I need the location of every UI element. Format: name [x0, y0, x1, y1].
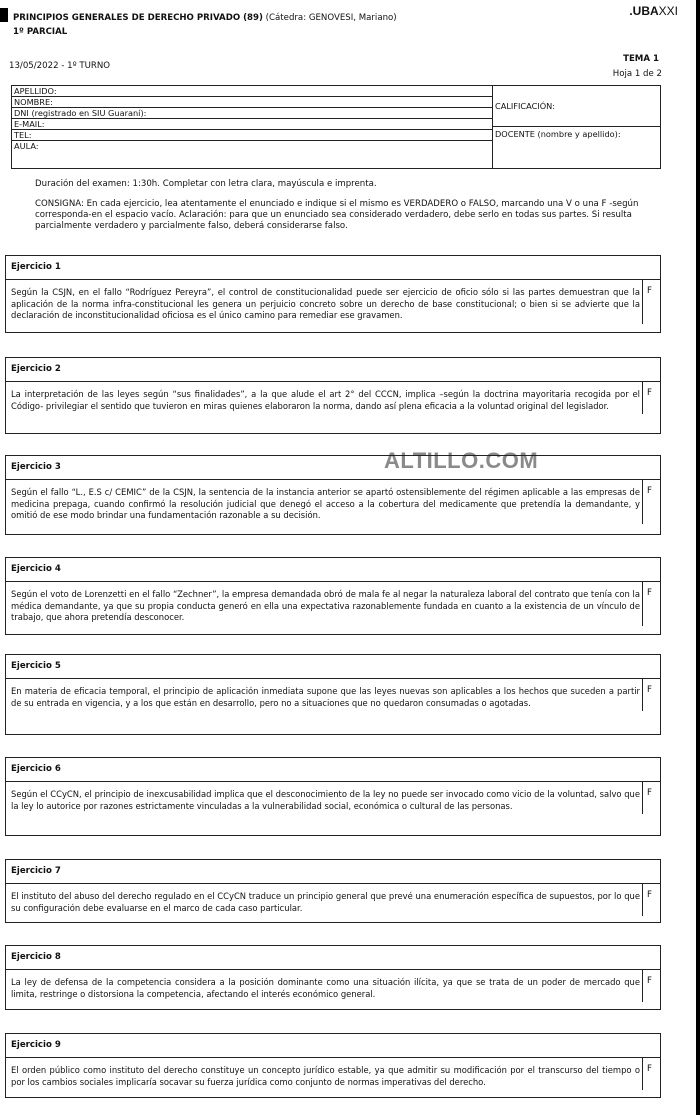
- field-tel[interactable]: TEL:: [12, 130, 492, 141]
- field-docente[interactable]: DOCENTE (nombre y apellido):: [495, 129, 621, 139]
- header-marker: [0, 8, 8, 22]
- exercise-body: [6, 582, 660, 626]
- exercise-statement: El orden público como instituto del derecho constituye un concepto jurídico estable, ya que admitir su modificación por el transcurso del tiempo o por los cambios sociales implicaría socavar su fuerza jurídica como conjunto de normas imperativas del derecho.: [6, 1058, 643, 1090]
- exercise-8: [5, 945, 661, 1010]
- answer-cell[interactable]: F: [647, 588, 652, 598]
- exercise-body: [6, 280, 660, 324]
- exercise-9: [5, 1033, 661, 1098]
- exercise-title: Ejercicio 4: [6, 558, 660, 582]
- answer-cell[interactable]: F: [647, 685, 652, 695]
- divider: [493, 126, 660, 127]
- exercise-6: [5, 757, 661, 836]
- exam-instructions: CONSIGNA: En cada ejercicio, lea atentamente el enunciado e indique si el mismo es VERDADERO o FALSO, marcando una V o una F -según corresponda-en el espacio vacío. Aclaración: para que un enunciado sea considerado verdadero, debe serlo en todas sus partes. Si resulta parcialmente verdadero y parcialmente falso, deberá considerarse falso.: [35, 199, 639, 231]
- answer-cell[interactable]: F: [647, 890, 652, 900]
- exercise-statement: Según la CSJN, en el fallo “Rodríguez Pereyra”, el control de constitucionalidad puede ser ejercicio de oficio sólo si las partes demuestran que la aplicación de la norma infra-constitucional les genera un perjuicio concreto sobre un derecho de base constitucional; o bien si se advierte que la declaración de inconstitucionalidad oficiosa es el único camino para remediar ese gravamen.: [6, 280, 643, 324]
- field-nombre[interactable]: NOMBRE:: [12, 97, 492, 108]
- exercise-title: Ejercicio 5: [6, 655, 660, 679]
- field-calificacion[interactable]: CALIFICACIÓN:: [495, 101, 556, 111]
- exam-duration: Duración del examen: 1:30h. Completar con letra clara, mayúscula e imprenta.: [35, 179, 377, 189]
- page-edge-bar: [696, 0, 700, 1115]
- exam-date: 13/05/2022 - 1º TURNO: [9, 61, 111, 71]
- exam-name: 1º PARCIAL: [13, 27, 68, 37]
- exercise-3: [5, 455, 661, 535]
- field-aula[interactable]: AULA:: [14, 141, 39, 151]
- watermark: ALTILLO.COM: [384, 448, 539, 473]
- exercise-title: Ejercicio 2: [6, 358, 660, 382]
- exercise-statement: La interpretación de las leyes según “sus finalidades”, a la que alude el art 2° del CCCN, implica –según la doctrina mayoritaria recogida por el Código- privilegiar el sentido que tuvieron en miras quienes elaboraron la norma, dando así plena eficacia a la voluntad original del legislador.: [6, 382, 643, 414]
- exercise-title: Ejercicio 9: [6, 1034, 660, 1058]
- student-fields: [12, 86, 493, 168]
- exercise-4: [5, 557, 661, 635]
- exercise-body: [6, 1058, 660, 1090]
- exercise-5: [5, 654, 661, 735]
- exercise-body: [6, 884, 660, 916]
- exercise-statement: La ley de defensa de la competencia considera a la posición dominante como una situación ilícita, ya que se trata de un poder de mercado que limita, restringe o distorsiona la competencia, afectando el interés económico general.: [6, 970, 643, 1002]
- course-name: PRINCIPIOS GENERALES DE DERECHO PRIVADO (89): [13, 13, 263, 23]
- course-chair: (Cátedra: GENOVESI, Mariano): [262, 13, 397, 23]
- student-id-form: [11, 85, 661, 169]
- exercise-title: Ejercicio 3: [6, 456, 660, 480]
- field-apellido[interactable]: APELLIDO:: [12, 86, 492, 97]
- exercise-title: Ejercicio 1: [6, 256, 660, 280]
- answer-cell[interactable]: F: [647, 286, 652, 296]
- field-email[interactable]: E-MAIL:: [12, 119, 492, 130]
- exercise-title: Ejercicio 8: [6, 946, 660, 970]
- exercise-statement: Según el fallo “L., E.S c/ CEMIC” de la CSJN, la sentencia de la instancia anterior se apartó ostensiblemente del régimen aplicable a las empresas de medicina prepaga, cuando confirmó la resolución judicial que denegó el acceso a la cobertura del medicamente que pretendía la demandante, y omitió de ese modo brindar una fundamentación razonable a su decisión.: [6, 480, 643, 524]
- tema-label: TEMA 1: [623, 54, 659, 64]
- answer-cell[interactable]: F: [647, 486, 652, 496]
- exercise-statement: Según el CCyCN, el principio de inexcusabilidad implica que el desconocimiento de la ley no puede ser invocado como vicio de la voluntad, salvo que la ley lo autorice por razones estrictamente vinculadas a la vulnerabilidad social, económica o cultural de las personas.: [6, 782, 643, 814]
- exercise-statement: El instituto del abuso del derecho regulado en el CCyCN traduce un principio general que prevé una enumeración específica de supuestos, por lo que su configuración debe evaluarse en el marco de cada caso particular.: [6, 884, 643, 916]
- exercise-body: [6, 679, 660, 711]
- logo-bold: .UBA: [629, 4, 659, 18]
- exercise-body: [6, 970, 660, 1002]
- grading-fields: [493, 86, 660, 168]
- page-indicator: Hoja 1 de 2: [612, 69, 662, 79]
- uba-logo: [629, 4, 678, 18]
- answer-cell[interactable]: F: [647, 1064, 652, 1074]
- field-dni[interactable]: DNI (registrado en SIU Guaraní):: [12, 108, 492, 119]
- exercise-title: Ejercicio 6: [6, 758, 660, 782]
- exercise-statement: En materia de eficacia temporal, el principio de aplicación inmediata supone que las leyes nuevas son aplicables a los hechos que suceden a partir de su entrada en vigencia, y a los que están en desarrollo, pero no a situaciones que no quedaron consumadas o agotadas.: [6, 679, 643, 711]
- course-title: [13, 13, 397, 23]
- answer-cell[interactable]: F: [647, 788, 652, 798]
- exercise-body: [6, 382, 660, 414]
- answer-cell[interactable]: F: [647, 388, 652, 398]
- exercise-title: Ejercicio 7: [6, 860, 660, 884]
- exercise-body: [6, 480, 660, 524]
- logo-rest: XXI: [658, 4, 678, 18]
- exercise-body: [6, 782, 660, 814]
- exercise-2: [5, 357, 661, 434]
- answer-cell[interactable]: F: [647, 976, 652, 986]
- exercise-statement: Según el voto de Lorenzetti en el fallo “Zechner”, la empresa demandada obró de mala fe al negar la naturaleza laboral del contrato que tenía con la médica demandante, ya que su propia conducta generó en ella una expectativa razonablemente fundada en cuanto a la existencia de un vínculo de trabajo, que ahora pretendía desconocer.: [6, 582, 643, 626]
- exercise-1: [5, 255, 661, 333]
- exercise-7: [5, 859, 661, 923]
